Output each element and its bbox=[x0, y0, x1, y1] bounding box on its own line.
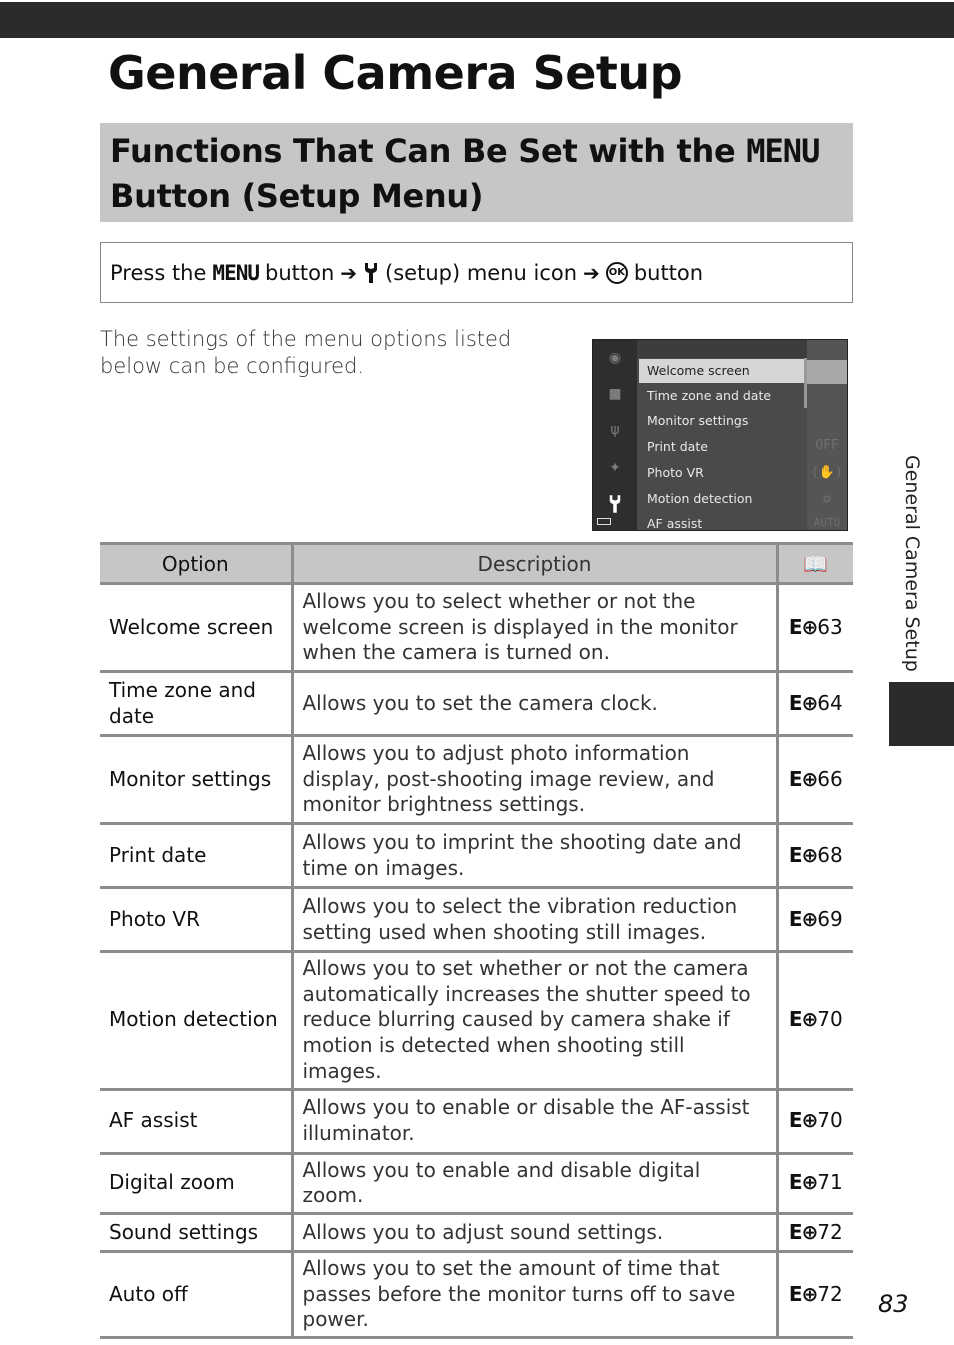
reference-page: 68 bbox=[817, 842, 843, 867]
option-cell: Sound settings bbox=[100, 1213, 292, 1251]
option-cell: Time zone and date bbox=[100, 672, 292, 736]
navigation-instructions bbox=[100, 242, 853, 303]
section-header-text: Functions That Can Be Set with the bbox=[110, 132, 736, 170]
table-row bbox=[100, 952, 853, 1090]
reference-page: 66 bbox=[817, 766, 843, 791]
battery-icon bbox=[597, 518, 611, 525]
page-reference-cell bbox=[777, 888, 853, 952]
option-cell: AF assist bbox=[100, 1089, 292, 1153]
table-row bbox=[100, 672, 853, 736]
menu-button-icon: MENU bbox=[746, 132, 820, 170]
option-cell: Photo VR bbox=[100, 888, 292, 952]
camera-setting-value: AUTO bbox=[813, 516, 841, 529]
camera-setting-value: (✋) bbox=[811, 465, 843, 480]
camera-setting-value: ⚙ bbox=[823, 492, 831, 507]
camera-menu-item: AF assist bbox=[647, 516, 703, 531]
nav-final-text: button bbox=[633, 260, 704, 285]
table-row bbox=[100, 584, 853, 672]
option-cell: Print date bbox=[100, 824, 292, 888]
table-row bbox=[100, 824, 853, 888]
page-number: 83 bbox=[878, 1290, 909, 1318]
intro-text: The settings of the menu options listed below can be configured. bbox=[100, 327, 512, 378]
setup-options-table bbox=[100, 542, 853, 1339]
camera-icon: ◉ bbox=[608, 350, 622, 366]
column-header-description: Description bbox=[292, 544, 777, 584]
page-reference-cell bbox=[777, 1251, 853, 1337]
camera-menu-item: Welcome screen bbox=[639, 359, 805, 383]
description-cell: Allows you to set the amount of time that passes before the monitor turns off to save power. bbox=[292, 1251, 777, 1337]
camera-setting-value: OFF bbox=[815, 438, 839, 453]
reference-section-icon: E⊕ bbox=[788, 1281, 818, 1306]
page-reference-cell bbox=[777, 736, 853, 824]
section-header-line-1 bbox=[110, 129, 843, 174]
section-header bbox=[100, 123, 853, 222]
side-tab-marker bbox=[889, 682, 954, 746]
description-cell: Allows you to enable or disable the AF-assist illuminator. bbox=[292, 1089, 777, 1153]
wrench-icon bbox=[605, 494, 625, 514]
reference-page: 64 bbox=[817, 690, 843, 715]
camera-menu-item: Monitor settings bbox=[647, 413, 749, 428]
nav-setup-text: (setup) menu icon bbox=[385, 260, 578, 285]
option-cell: Welcome screen bbox=[100, 584, 292, 672]
reference-section-icon: E⊕ bbox=[788, 906, 818, 931]
reference-page: 71 bbox=[817, 1170, 843, 1195]
page-reference-cell bbox=[777, 1089, 853, 1153]
description-cell: Allows you to select the vibration reduction setting used when shooting still images. bbox=[292, 888, 777, 952]
nav-button-text: button bbox=[265, 260, 335, 285]
reference-page: 70 bbox=[817, 1007, 843, 1032]
camera-menu-item: Motion detection bbox=[647, 491, 753, 506]
wireless-icon: ψ bbox=[610, 422, 620, 438]
arrow-right-icon: ➔ bbox=[340, 260, 358, 285]
section-header-line-2: Button (Setup Menu) bbox=[110, 177, 484, 215]
side-tab-label: General Camera Setup bbox=[901, 455, 923, 672]
table-row bbox=[100, 888, 853, 952]
reference-page: 70 bbox=[817, 1108, 843, 1133]
camera-setting-values bbox=[807, 340, 847, 530]
reference-page: 63 bbox=[817, 614, 843, 639]
reference-page: 72 bbox=[817, 1219, 843, 1244]
reference-section-icon: E⊕ bbox=[788, 1219, 818, 1244]
satellite-icon: ✦ bbox=[609, 460, 621, 476]
reference-section-icon: E⊕ bbox=[788, 1007, 818, 1032]
page-reference-cell bbox=[777, 584, 853, 672]
description-cell: Allows you to adjust sound settings. bbox=[292, 1213, 777, 1251]
camera-menu-item: Print date bbox=[647, 439, 708, 454]
option-cell: Digital zoom bbox=[100, 1153, 292, 1213]
option-cell: Monitor settings bbox=[100, 736, 292, 824]
nav-press-text: Press the bbox=[110, 260, 207, 285]
column-header-option: Option bbox=[100, 544, 292, 584]
table-row bbox=[100, 1251, 853, 1337]
camera-menu-list bbox=[637, 340, 807, 530]
reference-section-icon: E⊕ bbox=[788, 614, 818, 639]
description-cell: Allows you to adjust photo information display, post-shooting image review, and monitor brightness settings. bbox=[292, 736, 777, 824]
reference-section-icon: E⊕ bbox=[788, 1108, 818, 1133]
page-reference-cell bbox=[777, 952, 853, 1090]
option-cell: Auto off bbox=[100, 1251, 292, 1337]
table-row bbox=[100, 1089, 853, 1153]
camera-screen-illustration bbox=[592, 339, 848, 531]
reference-page: 69 bbox=[817, 906, 843, 931]
description-cell: Allows you to set the camera clock. bbox=[292, 672, 777, 736]
table-header-row bbox=[100, 544, 853, 584]
reference-section-icon: E⊕ bbox=[788, 1170, 818, 1195]
reference-section-icon: E⊕ bbox=[788, 766, 818, 791]
table-row bbox=[100, 1213, 853, 1251]
description-cell: Allows you to imprint the shooting date and time on images. bbox=[292, 824, 777, 888]
reference-section-icon: E⊕ bbox=[788, 842, 818, 867]
top-bar bbox=[0, 2, 954, 38]
wrench-icon bbox=[363, 262, 379, 284]
reference-section-icon: E⊕ bbox=[788, 690, 818, 715]
description-cell: Allows you to select whether or not the welcome screen is displayed in the monitor when the camera is turned on. bbox=[292, 584, 777, 672]
table-row bbox=[100, 736, 853, 824]
camera-menu-item: Time zone and date bbox=[647, 388, 772, 403]
arrow-right-icon: ➔ bbox=[583, 260, 600, 285]
table-body bbox=[100, 584, 853, 1338]
table-row bbox=[100, 1153, 853, 1213]
page-reference-cell bbox=[777, 672, 853, 736]
page-reference-cell bbox=[777, 1153, 853, 1213]
description-cell: Allows you to enable and disable digital zoom. bbox=[292, 1153, 777, 1213]
ok-button-icon: OK bbox=[606, 262, 628, 284]
camera-menu-item: Photo VR bbox=[647, 465, 704, 480]
book-icon: 📖 bbox=[777, 544, 853, 584]
movie-icon: ■ bbox=[608, 386, 622, 402]
reference-page: 72 bbox=[817, 1281, 843, 1306]
page-reference-cell bbox=[777, 824, 853, 888]
camera-menu-tabs bbox=[593, 340, 637, 530]
option-cell: Motion detection bbox=[100, 952, 292, 1090]
menu-button-icon: MENU bbox=[212, 260, 259, 285]
page-title: General Camera Setup bbox=[108, 46, 683, 100]
page-reference-cell bbox=[777, 1213, 853, 1251]
description-cell: Allows you to set whether or not the camera automatically increases the shutter speed to reduce blurring caused by camera shake if motion is detected when shooting still images. bbox=[292, 952, 777, 1090]
